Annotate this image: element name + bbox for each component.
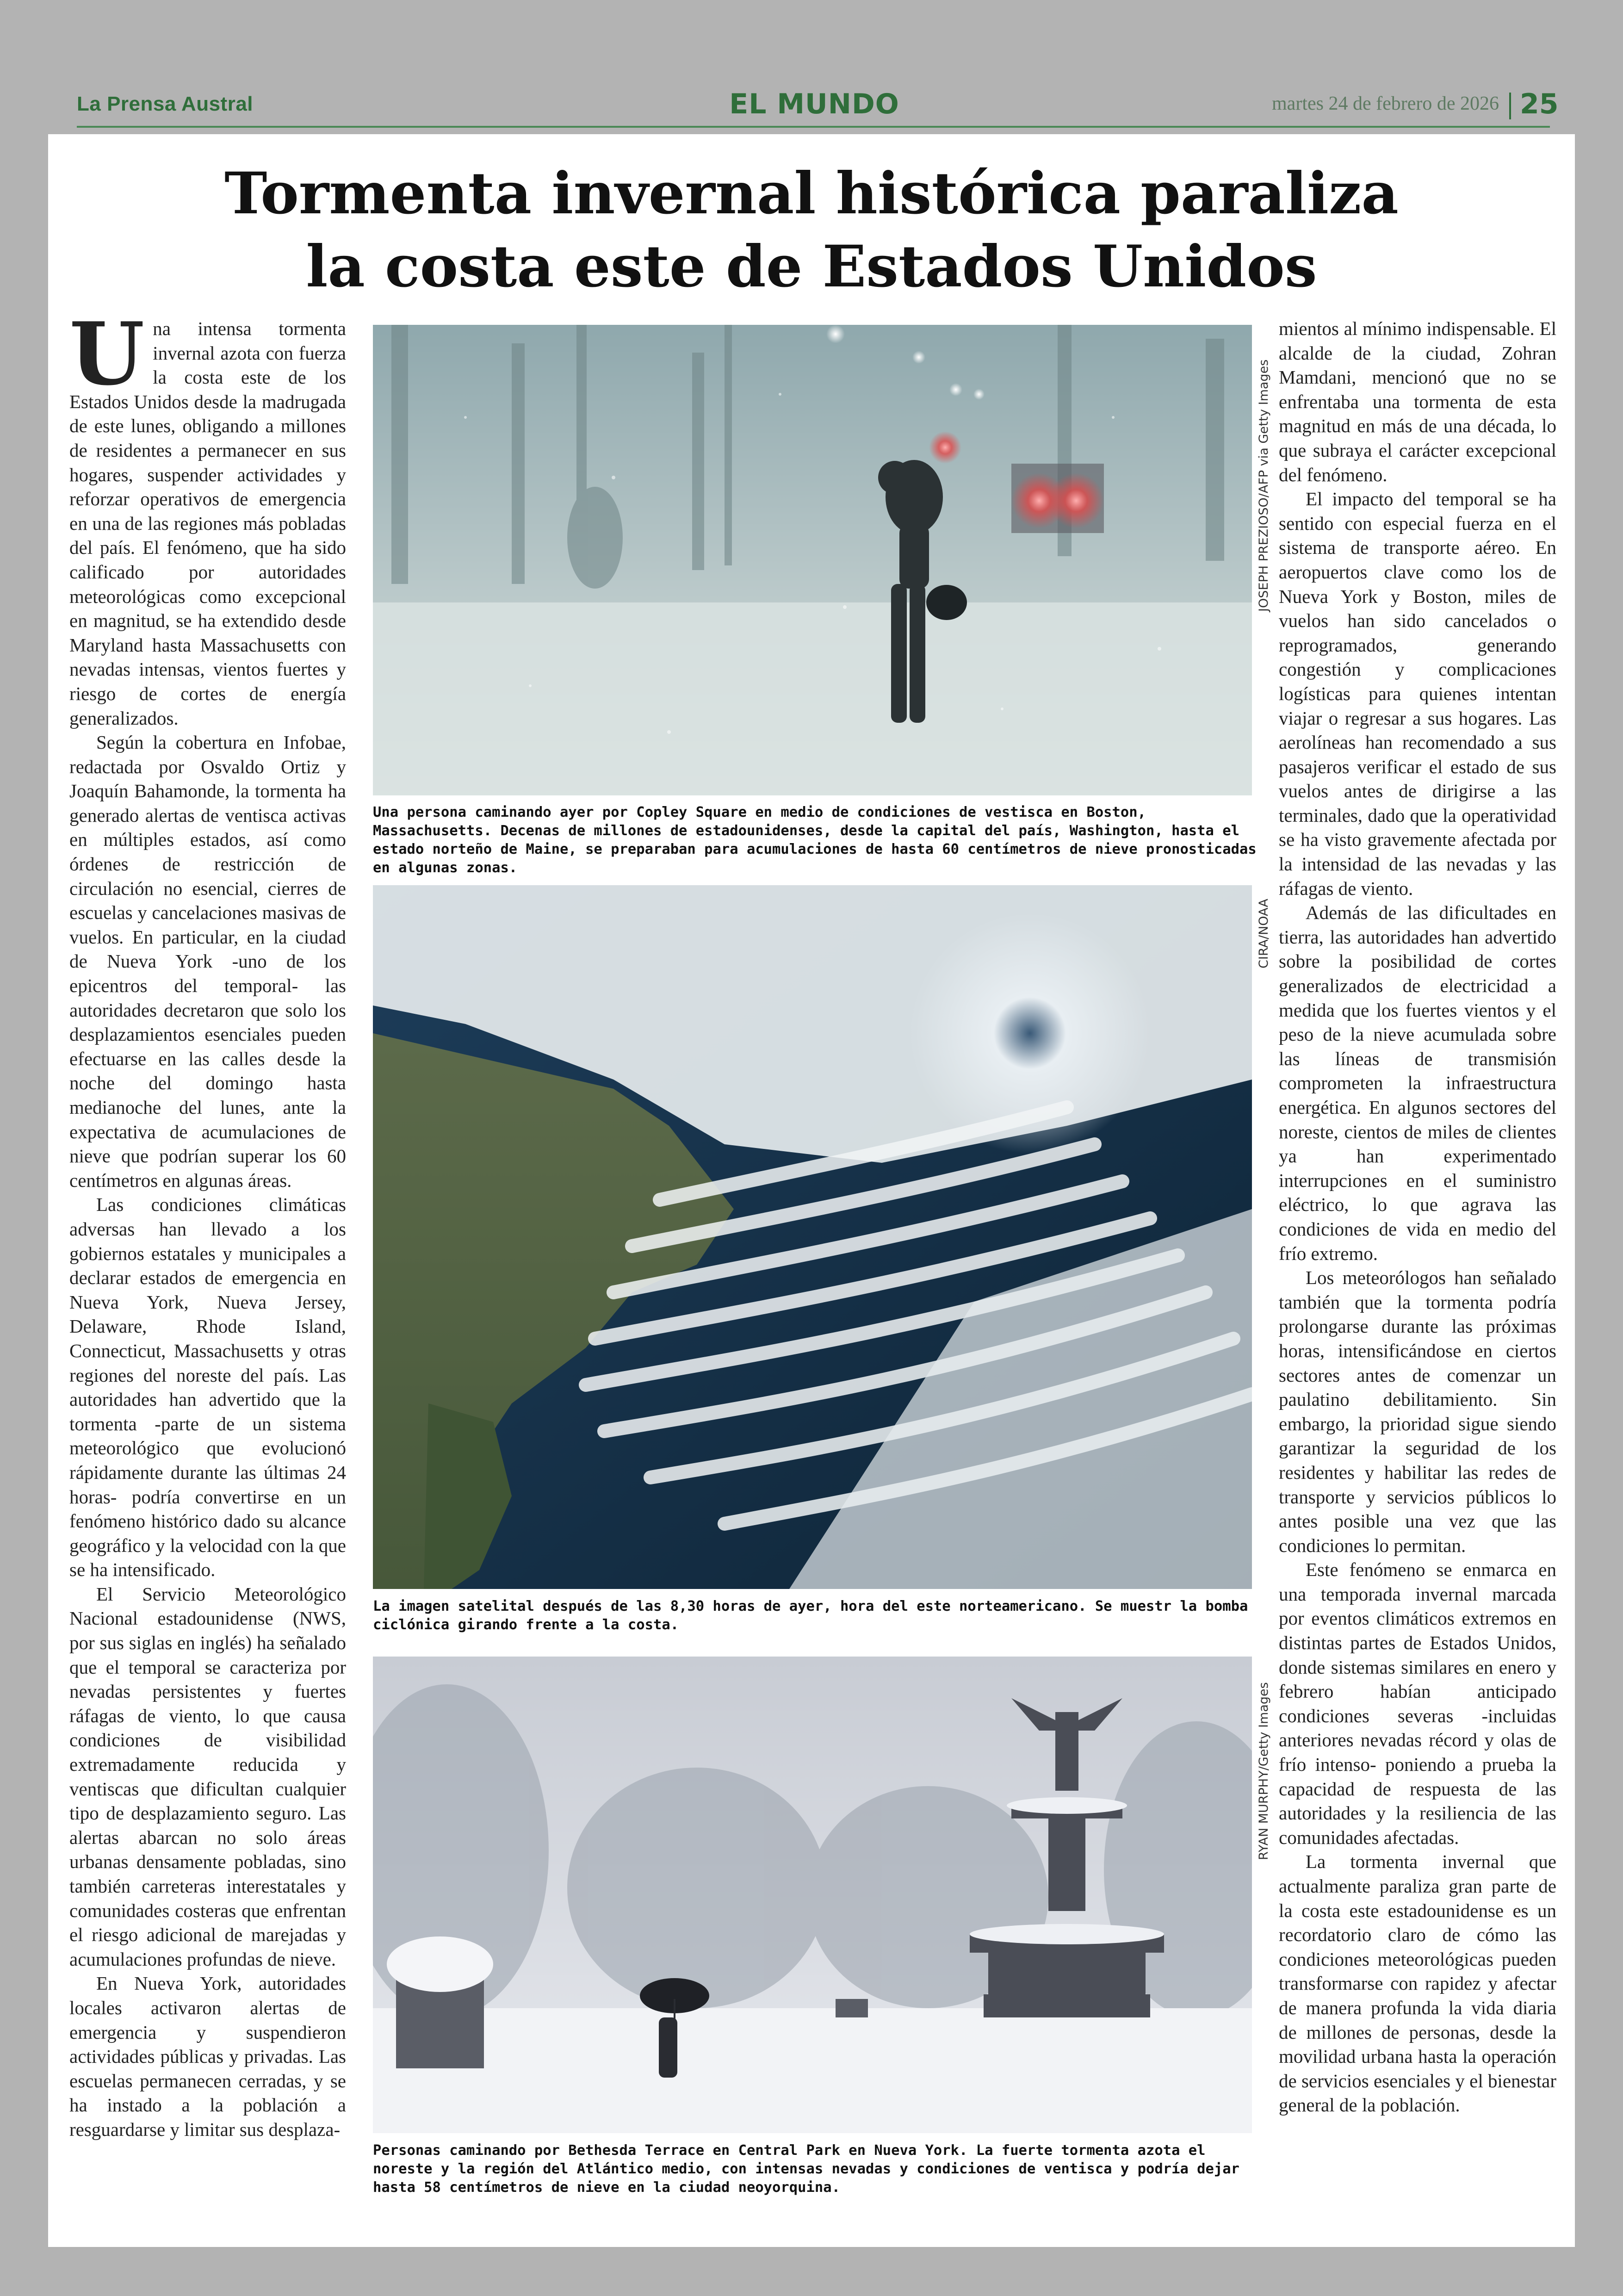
- photo-credit: CIRA/NOAA: [1257, 899, 1271, 968]
- paragraph: La tormenta invernal que actualmente paraliza gran parte de la costa este estadounidense es un recordatorio claro de cómo las condiciones meteorológicas pueden transformarse con rapidez y afectar de manera profunda la vida diaria de millones de personas, desde la movilidad urbana hasta la operación de servicios esenciales y el bienestar general de la población.: [1279, 1851, 1556, 2116]
- paragraph: mientos al mínimo indispensable. El alcalde de la ciudad, Zohran Mamdani, mencionó que no se enfrentaba una tormenta de esta magnitud en más de una década, lo que subraya el carácter excepcional del fenómeno.: [1279, 318, 1556, 485]
- page-number-separator: [1509, 93, 1511, 119]
- photo-central-park: [373, 1657, 1252, 2133]
- header-rule: [77, 126, 1550, 128]
- paragraph: En Nueva York, autoridades locales activaron alertas de emergencia y suspendieron actividades públicas y privadas. Las escuelas permanecen cerradas, y se ha instado a la población a resguardarse y limitar sus desplaza-: [69, 1973, 346, 2140]
- section-title: EL MUNDO: [729, 88, 899, 120]
- lead-paragraph: [69, 303, 346, 730]
- photo-caption: Personas caminando por Bethesda Terrace en Central Park en Nueva York. La fuerte tormenta azota el noreste y la región del Atlántico medio, con intensas nevadas y condiciones de ventisca y podría dejar hasta 58 centímetros de nieve en la ciudad neoyorquina.: [373, 2142, 1239, 2196]
- paragraph: Según la cobertura en Infobae, redactada por Osvaldo Ortiz y Joaquín Bahamonde, la tormenta ha generado alertas de ventisca activas en múltiples estados, así como órdenes de restricción de circulación no esencial, cierres de escuelas y cancelaciones masivas de vuelos. En particular, en la ciudad de Nueva York -uno de los epicentros del temporal- las autoridades decretaron que solo los desplazamientos esenciales pueden efectuarse en las calles desde la noche del domingo hasta medianoche del lunes, ante la expectativa de acumulaciones de nieve que podrían superar los 60 centímetros en algunas áreas.: [69, 732, 346, 1191]
- photo-credit: RYAN MURPHY/Getty Images: [1257, 1682, 1271, 1860]
- article-column-left: [69, 303, 346, 2142]
- paragraph: Las condiciones climáticas adversas han llevado a los gobiernos estatales y municipales a declarar estados de emergencia en Nueva York, Nueva Jersey, Delaware, Rhode Island, Connecticut, Massachusetts y otras regiones del noreste del país. Las autoridades han advertido que la tormenta -parte de un sistema meteorológico que evolucionó rápidamente durante las últimas 24 horas- podría convertirse en un fenómeno histórico dado su alcance geográfico y la velocidad con la que se ha intensificado.: [69, 1194, 346, 1581]
- paragraph: Además de las dificultades en tierra, las autoridades han advertido sobre la posibilidad de cortes generalizados de electricidad a medida que los fuertes vientos y el peso de la nieve acumulada sobre las líneas de transmisión comprometen la infraestructura energética. En algunos sectores del noreste, cientos de miles de clientes ya han experimentado interrupciones en el suministro eléctrico, lo que agrava las condiciones de vida en medio del frío extremo.: [1279, 902, 1556, 1264]
- paragraph: El impacto del temporal se ha sentido con especial fuerza en el sistema de transporte aéreo. En aeropuertos clave como los de Nueva York y Boston, miles de vuelos han sido cancelados o reprogramados, generando congestión y complicaciones logísticas para quienes intentan viajar o regresar a sus hogares. Las aerolíneas han recomendado a sus pasajeros verificar el estado de sus vuelos antes de dirigirse a las terminales, dado que la operatividad se ha visto gravemente afectada por la intensidad de las nevadas y las ráfagas de viento.: [1279, 488, 1556, 899]
- paragraph: El Servicio Meteorológico Nacional estadounidense (NWS, por sus siglas en inglés) ha señalado que el temporal se caracteriza por nevadas persistentes y fuertes ráfagas de viento, lo que causa condiciones de visibilidad extremadamente reducida y ventiscas que dificultan cualquier tipo de desplazamiento seguro. Las alertas abarcan no solo áreas urbanas densamente pobladas, sino también carreteras interestatales y comunidades costeras que enfrentan el riesgo adicional de marejadas y acumulaciones profundas de nieve.: [69, 1583, 346, 1970]
- publication-date: martes 24 de febrero de 2026: [1272, 93, 1499, 114]
- photo-credit: JOSEPH PREZIOSO/AFP via Getty Images: [1257, 359, 1271, 612]
- photo-boston-blizzard: [373, 325, 1252, 795]
- paragraph: Los meteorólogos han señalado también que la tormenta podría prolongarse durante las próximas horas, intensificándose en ciertos sectores antes de comenzar un paulatino debilitamiento. Sin embargo, la prioridad sigue siendo garantizar la seguridad de los residentes y habilitar las redes de transporte y servicios públicos lo antes posible una vez que las condiciones lo permitan.: [1279, 1267, 1556, 1556]
- photo-caption: Una persona caminando ayer por Copley Square en medio de condiciones de vestisca en Boston, Massachusetts. Decenas de millones de estadounidenses, desde la capital del país, Washington, hasta el estado norteño de Maine, se preparaban para acumulaciones de hasta 60 centímetros de nieve pronosticadas en algunas zonas.: [373, 804, 1257, 876]
- paragraph: Este fenómeno se enmarca en una temporada invernal marcada por eventos climáticos extremos en distintas partes de Estados Unidos, donde sistemas similares en enero y febrero habían anticipado condiciones severas -incluidas anteriores nevadas récord y olas de frío intenso- poniendo a prueba la capacidad de respuesta de las autoridades y la resiliencia de las comunidades afectadas.: [1279, 1559, 1556, 1848]
- headline: Tormenta invernal histórica paraliza la costa este de Estados Unidos: [224, 160, 1399, 300]
- page-number: 25: [1520, 88, 1559, 120]
- lead-paragraph-text: na intensa tormenta invernal azota con fuerza la costa este de los Estados Unidos desde la madrugada de este lunes, obligando a millones de residentes a permanecer en sus hogares, suspender actividades y reforzar operativos de emergencia en una de las regiones más pobladas del país. El fenómeno, que ha sido calificado por autoridades meteorológicas como excepcional en magnitud, se ha extendido desde Maryland hasta Massachusetts con nevadas intensas, vientos fuertes y riesgo de cortes de energía generalizados.: [69, 318, 346, 729]
- drop-cap: U: [69, 303, 145, 404]
- masthead: La Prensa Austral: [77, 93, 254, 115]
- article-column-right: [1279, 316, 1556, 2117]
- photo-caption: La imagen satelital después de las 8,30 horas de ayer, hora del este norteamericano. Se muestr la bomba ciclónica girando frente a la costa.: [373, 1598, 1248, 1633]
- photo-satellite: [373, 885, 1252, 1589]
